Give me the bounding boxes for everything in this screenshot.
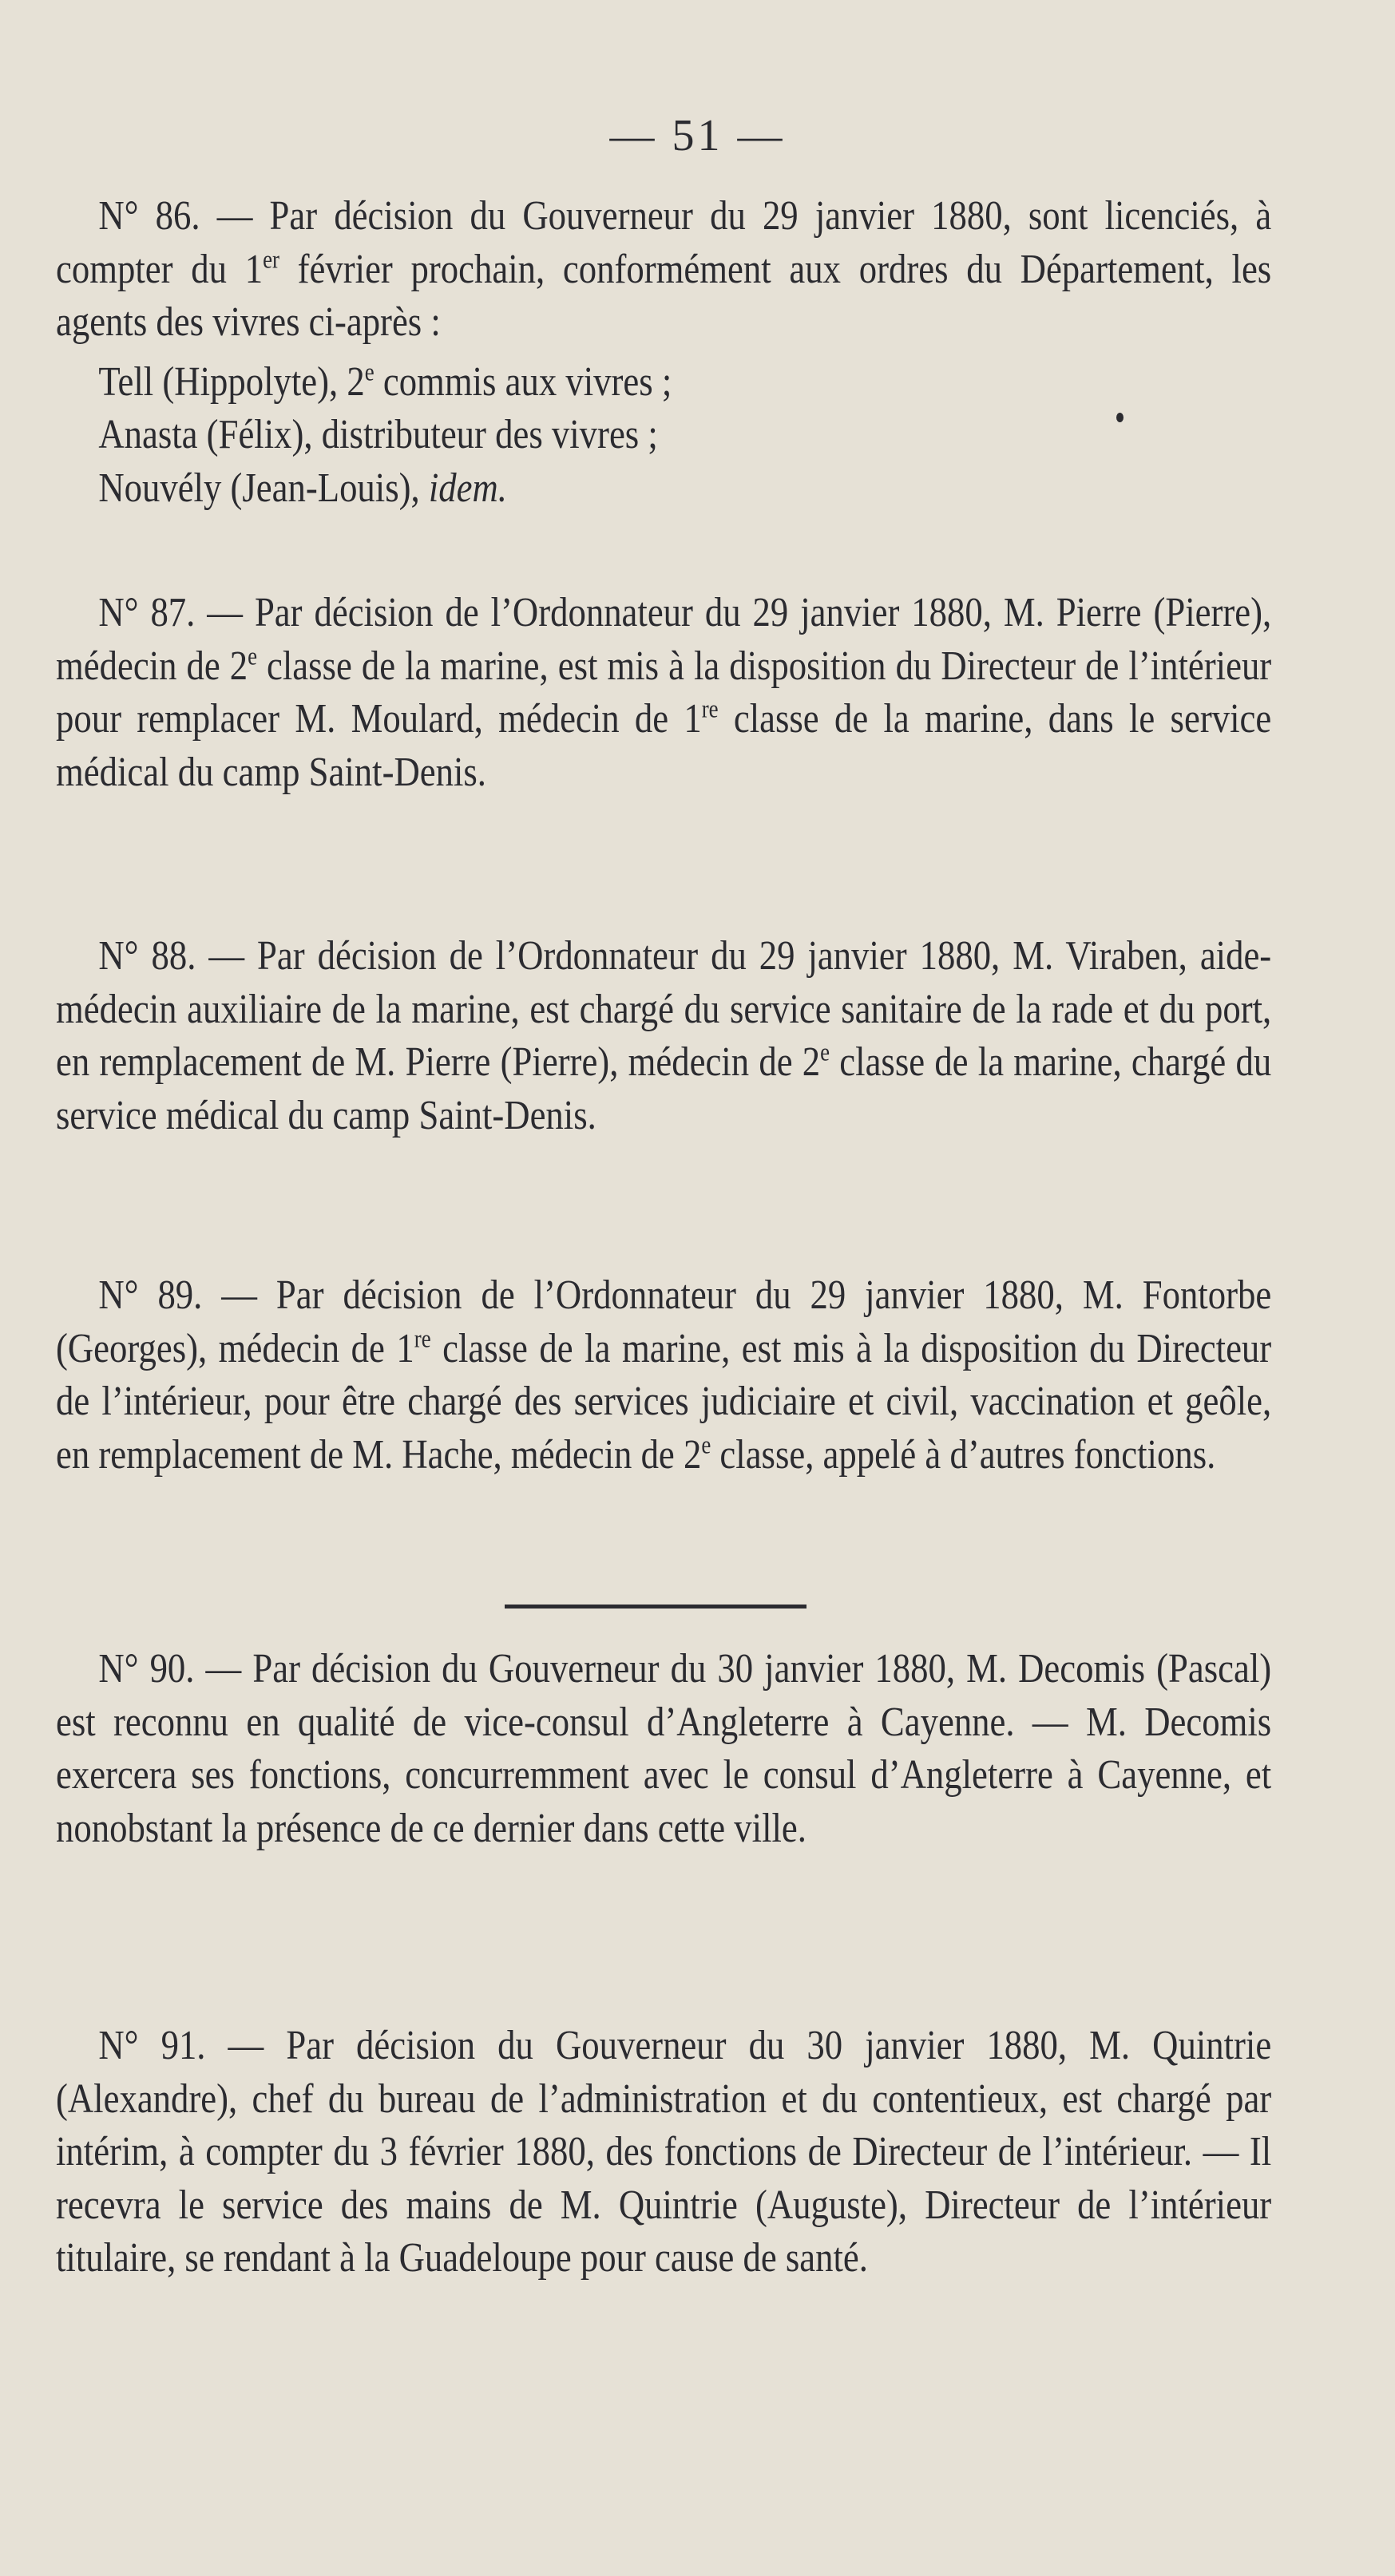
decision-entry-91 [56, 2020, 1271, 2285]
list-item-italic: idem. [428, 465, 507, 511]
list-item-text: Nouvély (Jean-Louis), [98, 465, 429, 511]
entry-86-sup: er [263, 245, 279, 274]
entry-89-sup-b: e [701, 1430, 711, 1459]
decision-entry-89 [56, 1269, 1271, 1482]
list-item [98, 462, 1271, 516]
ink-speck [1116, 413, 1124, 422]
entry-91-text: N° 91. — Par décision du Gouverneur du 30 janvier 1880, M. Quintrie (Alexandre), chef du bureau de l’administration et du contentieux, est chargé par intérim, à compter du 3 février 1880, des fonctions de Directeur de l’intérieur. — Il recevra le service des mains de M. Quintrie (Auguste), Directeur de l’intérieur titulaire, se rendant à la Guadeloupe pour cause de santé. [56, 2023, 1272, 2281]
decision-entry-90 [56, 1643, 1271, 1855]
list-item-text: Anasta (Félix), distributeur des vivres ; [98, 412, 658, 457]
entry-88-sup-a: e [820, 1038, 830, 1066]
entry-86-text-a: N° 86. — Par décision du Gouverneur du 29 janvier 1880, sont licenciés, à compter du 1 [56, 193, 1272, 292]
entry-89-text-a: N° 89. — Par décision de l’Ordonnateur du 29 janvier 1880, M. Fontorbe (Georges), médecin de 1 [56, 1272, 1272, 1371]
entry-86-text-b: février prochain, conformément aux ordres du Département, les agents des vivres ci-après : [56, 246, 1272, 345]
decision-entry-88 [56, 930, 1271, 1142]
entry-89-text-b: classe de la marine, est mis à la disposition du Directeur de l’intérieur, pour être chargé des services judiciaire et civil, vaccination et geôle, en remplacement de M. Hache, médecin de 2 [56, 1325, 1272, 1478]
list-item [98, 409, 1271, 462]
entry-88-text-b: classe de la marine, chargé du service médical du camp Saint-Denis. [56, 1039, 1272, 1138]
entry-86-text [56, 190, 1271, 350]
list-item-text: commis aux vivres ; [374, 358, 672, 405]
entry-88-text-a: N° 88. — Par décision de l’Ordonnateur du 29 janvier 1880, M. Viraben, aide-médecin auxiliaire de la marine, est chargé du service sanitaire de la rade et du port, en remplacement de M. Pierre (Pierre), médecin de 2 [56, 933, 1272, 1085]
entry-89-text-c: classe, appelé à d’autres fonctions. [711, 1431, 1216, 1478]
section-divider [505, 1605, 806, 1609]
decision-entry-86 [56, 190, 1271, 515]
entry-89-sup-a: re [414, 1324, 431, 1353]
list-item-text: Tell (Hippolyte), 2 [98, 358, 365, 405]
entry-89-text [56, 1269, 1271, 1482]
entry-87-text-a: N° 87. — Par décision de l’Ordonnateur du 29 janvier 1880, M. Pierre (Pierre), médecin de 2 [56, 590, 1272, 689]
decision-entry-87 [56, 587, 1271, 799]
list-item [98, 356, 1271, 410]
list-item-sup: e [364, 358, 375, 386]
entry-87-text-b: classe de la marine, est mis à la disposition du Directeur de l’intérieur pour remplacer M. Moulard, médecin de 1 [56, 643, 1272, 742]
entry-88-text [56, 930, 1271, 1142]
entry-87-text-c: classe de la marine, dans le service médical du camp Saint-Denis. [56, 696, 1272, 795]
page-number: — 51 — [609, 111, 786, 160]
entry-87-sup-b: re [701, 694, 719, 723]
entry-87-sup-a: e [248, 642, 258, 671]
entry-87-text [56, 587, 1271, 799]
entry-90-text: N° 90. — Par décision du Gouverneur du 30 janvier 1880, M. Decomis (Pascal) est reconnu en qualité de vice-consul d’Angleterre à Cayenne. — M. Decomis exercera ses fonctions, concurremment avec le consul d’Angleterre à Cayenne, et nonobstant la présence de ce dernier dans cette ville. [56, 1646, 1272, 1851]
entry-86-agent-list [98, 356, 1271, 516]
